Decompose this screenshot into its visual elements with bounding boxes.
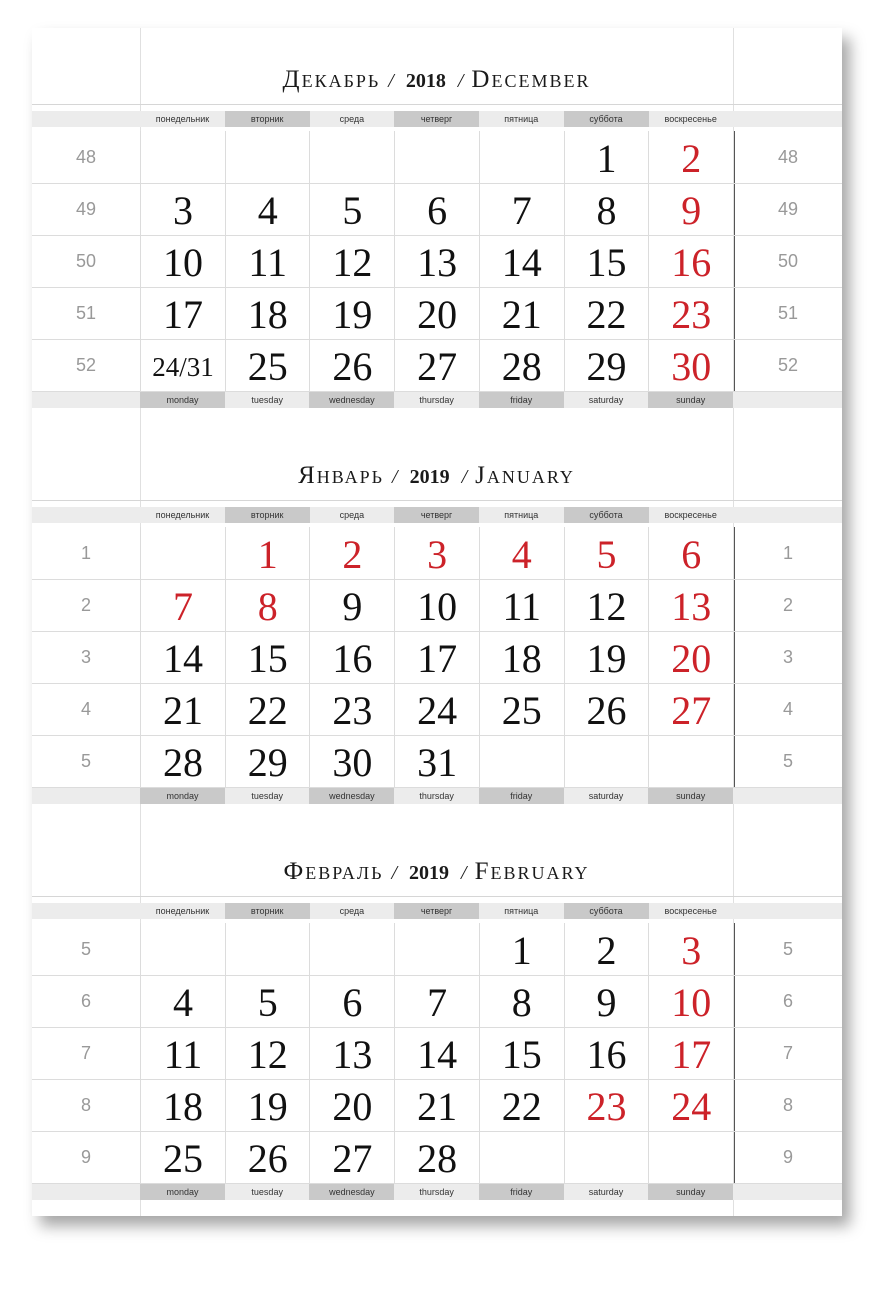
- day-cell: 21: [140, 683, 225, 735]
- day-cell: 7: [140, 579, 225, 631]
- weekday-label-en: monday: [140, 392, 225, 408]
- day-cell: 12: [564, 579, 649, 631]
- weekday-label-ru: вторник: [225, 903, 310, 919]
- weekday-label-ru: пятница: [504, 114, 539, 124]
- day-cell: 20: [394, 287, 479, 339]
- week-number-right: 7: [782, 1043, 793, 1063]
- day-cell: 7: [394, 975, 479, 1027]
- week-number-right: 51: [777, 303, 799, 323]
- weekday-label-en: friday: [479, 392, 564, 408]
- weekday-label-ru: суббота: [564, 111, 649, 127]
- week-number-right: 1: [782, 543, 793, 563]
- weekday-label-ru: среда: [339, 114, 365, 124]
- day-cell: 26: [309, 339, 394, 391]
- week-row: [32, 287, 842, 340]
- weekday-header-ru: [32, 111, 842, 127]
- month-title: [140, 60, 733, 100]
- week-number-right: 50: [777, 251, 799, 271]
- day-cell: 28: [394, 1131, 479, 1183]
- weekday-header-en: [32, 1184, 842, 1200]
- day-cell: 4: [479, 527, 564, 579]
- day-cell: [140, 131, 225, 183]
- day-cell: [309, 131, 394, 183]
- weekday-label-en: friday: [479, 788, 564, 804]
- weekday-label-ru: пятница: [504, 510, 539, 520]
- weekday-label-en: thursday: [419, 395, 454, 405]
- month-name-ru: Февраль: [283, 858, 384, 885]
- day-cell: 31: [394, 735, 479, 787]
- day-cell: 17: [394, 631, 479, 683]
- week-row: [32, 527, 842, 580]
- day-cell: 1: [564, 131, 649, 183]
- week-row: [32, 131, 842, 184]
- weekday-label-ru: воскресенье: [664, 114, 717, 124]
- day-cell: 5: [564, 527, 649, 579]
- divider: [32, 500, 842, 501]
- month-year: 2019: [409, 466, 450, 488]
- weekday-label-en: friday: [479, 1184, 564, 1200]
- week-number-left: 5: [80, 751, 91, 771]
- day-cell: [564, 735, 649, 787]
- day-cell: 8: [564, 183, 649, 235]
- day-cell: 5: [309, 183, 394, 235]
- weekday-label-ru: четверг: [394, 507, 479, 523]
- week-number-right: 6: [782, 991, 793, 1011]
- day-cell: 23: [648, 287, 733, 339]
- week-row: [32, 1131, 842, 1184]
- weekday-label-en: wednesday: [309, 788, 394, 804]
- day-cell: 2: [309, 527, 394, 579]
- day-cell: 16: [648, 235, 733, 287]
- day-cell: 10: [140, 235, 225, 287]
- day-cell: [479, 735, 564, 787]
- weekday-label-ru: вторник: [225, 111, 310, 127]
- weekday-header-ru: [32, 903, 842, 919]
- weekday-label-ru: понедельник: [155, 906, 210, 916]
- day-cell: 29: [564, 339, 649, 391]
- day-cell: 27: [394, 339, 479, 391]
- weekday-label-en: wednesday: [309, 1184, 394, 1200]
- weekday-label-ru: понедельник: [155, 114, 210, 124]
- day-cell: [225, 131, 310, 183]
- day-cell: [225, 923, 310, 975]
- weekday-label-en: wednesday: [309, 392, 394, 408]
- day-cell: 12: [225, 1027, 310, 1079]
- day-cell: 27: [648, 683, 733, 735]
- day-cell: 24: [394, 683, 479, 735]
- week-row: [32, 923, 842, 976]
- weekday-label-ru: четверг: [394, 111, 479, 127]
- day-cell: [648, 735, 733, 787]
- week-number-right: 3: [782, 647, 793, 667]
- week-number-right: 2: [782, 595, 793, 615]
- calendar-sheet: [32, 28, 842, 1216]
- month-title: [140, 852, 733, 892]
- day-cell: 22: [564, 287, 649, 339]
- weekday-label-en: monday: [140, 788, 225, 804]
- week-number-left: 4: [80, 699, 91, 719]
- month-year: 2019: [409, 862, 450, 884]
- day-cell: [394, 923, 479, 975]
- weekday-label-ru: пятница: [504, 906, 539, 916]
- weekday-label-ru: суббота: [564, 903, 649, 919]
- day-cell: 20: [309, 1079, 394, 1131]
- day-cell: 3: [648, 923, 733, 975]
- day-cell: 17: [140, 287, 225, 339]
- day-cell: 18: [140, 1079, 225, 1131]
- day-cell: 24: [648, 1079, 733, 1131]
- day-cell: 10: [648, 975, 733, 1027]
- day-cell: 6: [309, 975, 394, 1027]
- week-number-left: 3: [80, 647, 91, 667]
- day-cell: 22: [225, 683, 310, 735]
- week-number-right: 52: [777, 355, 799, 375]
- day-cell: 10: [394, 579, 479, 631]
- weekday-label-en: sunday: [648, 788, 733, 804]
- day-cell: 25: [140, 1131, 225, 1183]
- day-cell: 22: [479, 1079, 564, 1131]
- day-cell: 9: [648, 183, 733, 235]
- day-cell: 19: [309, 287, 394, 339]
- week-number-left: 9: [80, 1147, 91, 1167]
- weekday-label-en: tuesday: [251, 395, 283, 405]
- day-cell: [479, 1131, 564, 1183]
- weekday-label-ru: среда: [339, 906, 365, 916]
- day-cell: 8: [225, 579, 310, 631]
- week-number-left: 7: [80, 1043, 91, 1063]
- day-cell: 15: [564, 235, 649, 287]
- day-cell: 11: [140, 1027, 225, 1079]
- weekday-label-ru: суббота: [564, 507, 649, 523]
- month-block: [32, 424, 842, 820]
- week-row: [32, 735, 842, 788]
- week-row: [32, 631, 842, 684]
- day-cell: 9: [309, 579, 394, 631]
- month-name-en: February: [474, 858, 590, 885]
- day-cell: 11: [225, 235, 310, 287]
- day-cell: 13: [394, 235, 479, 287]
- week-row: [32, 1079, 842, 1132]
- weekday-header-en: [32, 392, 842, 408]
- day-cell: 15: [479, 1027, 564, 1079]
- day-cell: 28: [140, 735, 225, 787]
- day-cell: 11: [479, 579, 564, 631]
- month-name-en: January: [475, 462, 575, 489]
- week-number-left: 50: [75, 251, 97, 271]
- title-separator: /: [388, 70, 394, 92]
- day-cell: [648, 1131, 733, 1183]
- week-number-right: 8: [782, 1095, 793, 1115]
- day-cell: [140, 527, 225, 579]
- weekday-label-ru: вторник: [225, 507, 310, 523]
- day-cell: 3: [140, 183, 225, 235]
- month-name-ru: Декабрь: [282, 66, 381, 93]
- day-cell-combined: 24/31: [140, 339, 225, 391]
- week-number-left: 6: [80, 991, 91, 1011]
- week-number-left: 8: [80, 1095, 91, 1115]
- weekday-label-en: saturday: [588, 395, 624, 405]
- day-cell: 6: [394, 183, 479, 235]
- day-cell: 29: [225, 735, 310, 787]
- week-row: [32, 579, 842, 632]
- weekday-label-en: sunday: [648, 392, 733, 408]
- weekday-label-en: saturday: [588, 791, 624, 801]
- day-cell: [564, 1131, 649, 1183]
- day-cell: 21: [479, 287, 564, 339]
- day-cell: 4: [225, 183, 310, 235]
- day-cell: 7: [479, 183, 564, 235]
- title-separator: /: [457, 70, 464, 92]
- week-row: [32, 339, 842, 392]
- day-cell: 1: [479, 923, 564, 975]
- weekday-label-ru: воскресенье: [664, 510, 717, 520]
- weekday-label-en: sunday: [648, 1184, 733, 1200]
- day-cell: 25: [479, 683, 564, 735]
- day-cell: 27: [309, 1131, 394, 1183]
- week-row: [32, 975, 842, 1028]
- weekday-label-ru: четверг: [394, 903, 479, 919]
- day-cell: 4: [140, 975, 225, 1027]
- month-year: 2018: [405, 70, 446, 92]
- week-number-right: 5: [782, 751, 793, 771]
- day-cell: 5: [225, 975, 310, 1027]
- day-cell: [140, 923, 225, 975]
- week-number-left: 5: [80, 939, 91, 959]
- week-row: [32, 1027, 842, 1080]
- weekday-label-en: monday: [140, 1184, 225, 1200]
- month-block: [32, 28, 842, 424]
- day-cell: 1: [225, 527, 310, 579]
- day-cell: 2: [564, 923, 649, 975]
- day-cell: 12: [309, 235, 394, 287]
- day-cell: 23: [564, 1079, 649, 1131]
- day-cell: 19: [225, 1079, 310, 1131]
- day-cell: 25: [225, 339, 310, 391]
- day-cell: 30: [309, 735, 394, 787]
- divider: [32, 104, 842, 105]
- day-cell: 14: [479, 235, 564, 287]
- day-cell: 13: [309, 1027, 394, 1079]
- day-cell: 8: [479, 975, 564, 1027]
- day-cell: 30: [648, 339, 733, 391]
- weekday-label-ru: среда: [339, 510, 365, 520]
- month-name-ru: Январь: [298, 462, 385, 489]
- day-cell: 16: [564, 1027, 649, 1079]
- day-cell: 18: [479, 631, 564, 683]
- day-cell: 15: [225, 631, 310, 683]
- day-cell: 17: [648, 1027, 733, 1079]
- day-cell: 23: [309, 683, 394, 735]
- week-number-right: 5: [782, 939, 793, 959]
- week-number-right: 4: [782, 699, 793, 719]
- month-title: [140, 456, 733, 496]
- weekday-label-ru: воскресенье: [664, 906, 717, 916]
- day-cell: 2: [648, 131, 733, 183]
- weekday-label-en: thursday: [419, 791, 454, 801]
- day-cell: 14: [394, 1027, 479, 1079]
- month-name-en: December: [471, 66, 591, 93]
- day-cell: 26: [225, 1131, 310, 1183]
- month-block: [32, 820, 842, 1216]
- weekday-header-ru: [32, 507, 842, 523]
- weekday-label-en: tuesday: [251, 1187, 283, 1197]
- week-row: [32, 235, 842, 288]
- weekday-label-en: saturday: [588, 1187, 624, 1197]
- week-row: [32, 683, 842, 736]
- day-cell: 19: [564, 631, 649, 683]
- day-cell: 6: [648, 527, 733, 579]
- week-number-left: 48: [75, 147, 97, 167]
- week-row: [32, 183, 842, 236]
- week-number-right: 49: [777, 199, 799, 219]
- day-cell: 14: [140, 631, 225, 683]
- week-number-left: 49: [75, 199, 97, 219]
- title-separator: /: [461, 862, 467, 884]
- day-cell: [309, 923, 394, 975]
- week-number-left: 52: [75, 355, 97, 375]
- day-cell: 20: [648, 631, 733, 683]
- weekday-label-en: tuesday: [251, 791, 283, 801]
- day-cell: 21: [394, 1079, 479, 1131]
- weekday-label-ru: понедельник: [155, 510, 210, 520]
- weekday-header-en: [32, 788, 842, 804]
- day-cell: 9: [564, 975, 649, 1027]
- day-cell: 16: [309, 631, 394, 683]
- day-cell: [479, 131, 564, 183]
- title-separator: /: [392, 466, 398, 488]
- divider: [32, 896, 842, 897]
- week-number-left: 1: [80, 543, 91, 563]
- day-cell: 26: [564, 683, 649, 735]
- day-cell: 13: [648, 579, 733, 631]
- week-number-left: 51: [75, 303, 97, 323]
- day-cell: 3: [394, 527, 479, 579]
- title-separator: /: [391, 862, 398, 884]
- day-cell: [394, 131, 479, 183]
- title-separator: /: [461, 466, 468, 488]
- week-number-left: 2: [80, 595, 91, 615]
- day-cell: 28: [479, 339, 564, 391]
- day-cell: 18: [225, 287, 310, 339]
- week-number-right: 48: [777, 147, 799, 167]
- week-number-right: 9: [782, 1147, 793, 1167]
- weekday-label-en: thursday: [419, 1187, 454, 1197]
